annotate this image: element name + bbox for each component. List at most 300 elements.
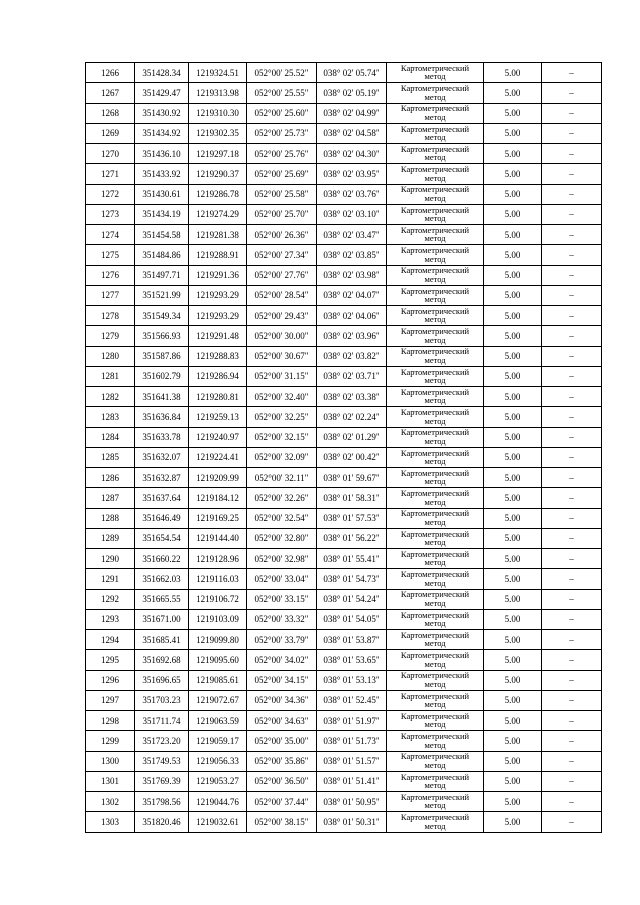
latitude-cell: 052°00' 35.86" <box>247 751 317 771</box>
table-row <box>86 306 602 326</box>
method-text: Картометрический метод <box>400 710 470 730</box>
note-cell: – <box>542 711 602 731</box>
note-cell: – <box>542 549 602 569</box>
x-coordinate-cell: 351434.92 <box>135 123 189 143</box>
x-coordinate-cell: 351646.49 <box>135 508 189 528</box>
note-cell: – <box>542 164 602 184</box>
point-number-cell: 1281 <box>86 366 135 386</box>
method-text: Картометрический метод <box>400 650 470 669</box>
y-coordinate-cell: 1219310.30 <box>189 103 247 123</box>
note-cell: – <box>542 670 602 690</box>
x-coordinate-cell: 351654.54 <box>135 528 189 548</box>
table-row <box>86 265 602 285</box>
accuracy-cell: 5.00 <box>484 407 542 427</box>
method-text: Картометрический метод <box>400 407 470 426</box>
point-number-cell: 1269 <box>86 123 135 143</box>
method-text: Картометрический метод <box>400 427 470 446</box>
longitude-cell: 038° 02' 03.47" <box>317 225 387 245</box>
table-row <box>86 285 602 305</box>
table-row <box>86 792 602 812</box>
longitude-cell: 038° 01' 57.53" <box>317 508 387 528</box>
x-coordinate-cell: 351662.03 <box>135 569 189 589</box>
y-coordinate-cell: 1219288.83 <box>189 346 247 366</box>
note-cell: – <box>542 204 602 224</box>
x-coordinate-cell: 351665.55 <box>135 589 189 609</box>
note-cell: – <box>542 63 602 83</box>
note-cell: – <box>542 245 602 265</box>
table-row <box>86 225 602 245</box>
method-cell <box>387 427 484 447</box>
x-coordinate-cell: 351769.39 <box>135 771 189 791</box>
accuracy-cell: 5.00 <box>484 346 542 366</box>
note-cell: – <box>542 569 602 589</box>
method-text: Картометрический метод <box>400 83 470 102</box>
latitude-cell: 052°00' 32.98" <box>247 549 317 569</box>
y-coordinate-cell: 1219324.51 <box>189 63 247 83</box>
method-text: Картометрический метод <box>400 224 470 244</box>
y-coordinate-cell: 1219184.12 <box>189 488 247 508</box>
x-coordinate-cell: 351660.22 <box>135 549 189 569</box>
x-coordinate-cell: 351430.92 <box>135 103 189 123</box>
latitude-cell: 052°00' 32.26" <box>247 488 317 508</box>
latitude-cell: 052°00' 32.15" <box>247 427 317 447</box>
method-cell <box>387 447 484 467</box>
method-text: Картометрический метод <box>400 629 470 649</box>
note-cell: – <box>542 285 602 305</box>
y-coordinate-cell: 1219103.09 <box>189 609 247 629</box>
y-coordinate-cell: 1219106.72 <box>189 589 247 609</box>
x-coordinate-cell: 351685.41 <box>135 630 189 650</box>
latitude-cell: 052°00' 36.50" <box>247 771 317 791</box>
latitude-cell: 052°00' 32.54" <box>247 508 317 528</box>
accuracy-cell: 5.00 <box>484 387 542 407</box>
accuracy-cell: 5.00 <box>484 306 542 326</box>
table-row <box>86 731 602 751</box>
latitude-cell: 052°00' 34.02" <box>247 650 317 670</box>
method-cell <box>387 528 484 548</box>
accuracy-cell: 5.00 <box>484 609 542 629</box>
x-coordinate-cell: 351454.58 <box>135 225 189 245</box>
x-coordinate-cell: 351723.20 <box>135 731 189 751</box>
method-text: Картометрический метод <box>400 245 470 264</box>
longitude-cell: 038° 02' 02.24" <box>317 407 387 427</box>
method-cell <box>387 751 484 771</box>
point-number-cell: 1276 <box>86 265 135 285</box>
y-coordinate-cell: 1219209.99 <box>189 468 247 488</box>
point-number-cell: 1267 <box>86 83 135 103</box>
note-cell: – <box>542 144 602 164</box>
note-cell: – <box>542 103 602 123</box>
table-row <box>86 528 602 548</box>
latitude-cell: 052°00' 32.80" <box>247 528 317 548</box>
point-number-cell: 1275 <box>86 245 135 265</box>
method-cell <box>387 326 484 346</box>
table-row <box>86 508 602 528</box>
x-coordinate-cell: 351566.93 <box>135 326 189 346</box>
latitude-cell: 052°00' 25.76" <box>247 144 317 164</box>
table-row <box>86 630 602 650</box>
table-row <box>86 670 602 690</box>
longitude-cell: 038° 01' 51.73" <box>317 731 387 751</box>
note-cell: – <box>542 488 602 508</box>
method-text: Картометрический метод <box>400 528 470 548</box>
table-row <box>86 751 602 771</box>
method-cell <box>387 407 484 427</box>
table-body <box>86 63 602 833</box>
y-coordinate-cell: 1219032.61 <box>189 812 247 832</box>
x-coordinate-cell: 351637.64 <box>135 488 189 508</box>
method-text: Картометрический метод <box>400 123 470 143</box>
note-cell: – <box>542 326 602 346</box>
x-coordinate-cell: 351436.10 <box>135 144 189 164</box>
y-coordinate-cell: 1219044.76 <box>189 792 247 812</box>
longitude-cell: 038° 02' 04.06" <box>317 306 387 326</box>
accuracy-cell: 5.00 <box>484 245 542 265</box>
longitude-cell: 038° 01' 54.24" <box>317 589 387 609</box>
longitude-cell: 038° 01' 54.73" <box>317 569 387 589</box>
point-number-cell: 1277 <box>86 285 135 305</box>
note-cell: – <box>542 690 602 710</box>
method-text: Картометрический метод <box>400 103 470 122</box>
accuracy-cell: 5.00 <box>484 265 542 285</box>
point-number-cell: 1278 <box>86 306 135 326</box>
method-cell <box>387 609 484 629</box>
latitude-cell: 052°00' 33.04" <box>247 569 317 589</box>
longitude-cell: 038° 01' 51.41" <box>317 771 387 791</box>
x-coordinate-cell: 351711.74 <box>135 711 189 731</box>
note-cell: – <box>542 630 602 650</box>
table-row <box>86 245 602 265</box>
longitude-cell: 038° 02' 03.38" <box>317 387 387 407</box>
longitude-cell: 038° 01' 53.13" <box>317 670 387 690</box>
table-row <box>86 812 602 832</box>
method-cell <box>387 164 484 184</box>
latitude-cell: 052°00' 27.76" <box>247 265 317 285</box>
note-cell: – <box>542 731 602 751</box>
note-cell: – <box>542 771 602 791</box>
table-row <box>86 204 602 224</box>
latitude-cell: 052°00' 37.44" <box>247 792 317 812</box>
latitude-cell: 052°00' 30.00" <box>247 326 317 346</box>
point-number-cell: 1286 <box>86 468 135 488</box>
method-text: Картометрический метод <box>400 690 470 710</box>
method-text: Картометрический метод <box>400 731 470 750</box>
accuracy-cell: 5.00 <box>484 549 542 569</box>
note-cell: – <box>542 447 602 467</box>
latitude-cell: 052°00' 38.15" <box>247 812 317 832</box>
longitude-cell: 038° 02' 03.71" <box>317 366 387 386</box>
method-cell <box>387 366 484 386</box>
table-row <box>86 609 602 629</box>
latitude-cell: 052°00' 32.09" <box>247 447 317 467</box>
longitude-cell: 038° 02' 03.85" <box>317 245 387 265</box>
method-cell <box>387 630 484 650</box>
method-cell <box>387 771 484 791</box>
x-coordinate-cell: 351692.68 <box>135 650 189 670</box>
latitude-cell: 052°00' 34.36" <box>247 690 317 710</box>
method-text: Картометрический метод <box>400 346 470 365</box>
longitude-cell: 038° 02' 03.10" <box>317 204 387 224</box>
point-number-cell: 1279 <box>86 326 135 346</box>
point-number-cell: 1292 <box>86 589 135 609</box>
y-coordinate-cell: 1219291.48 <box>189 326 247 346</box>
point-number-cell: 1266 <box>86 63 135 83</box>
method-cell <box>387 265 484 285</box>
accuracy-cell: 5.00 <box>484 751 542 771</box>
y-coordinate-cell: 1219099.80 <box>189 630 247 650</box>
longitude-cell: 038° 02' 04.99" <box>317 103 387 123</box>
method-cell <box>387 306 484 326</box>
point-number-cell: 1272 <box>86 184 135 204</box>
y-coordinate-cell: 1219286.78 <box>189 184 247 204</box>
accuracy-cell: 5.00 <box>484 103 542 123</box>
point-number-cell: 1270 <box>86 144 135 164</box>
coordinates-table <box>85 62 602 833</box>
point-number-cell: 1271 <box>86 164 135 184</box>
method-text: Картометрический метод <box>400 771 470 791</box>
latitude-cell: 052°00' 31.15" <box>247 366 317 386</box>
method-text: Картометрический метод <box>400 548 470 568</box>
table-row <box>86 83 602 103</box>
x-coordinate-cell: 351749.53 <box>135 751 189 771</box>
y-coordinate-cell: 1219095.60 <box>189 650 247 670</box>
method-cell <box>387 690 484 710</box>
note-cell: – <box>542 427 602 447</box>
longitude-cell: 038° 01' 54.05" <box>317 609 387 629</box>
longitude-cell: 038° 02' 03.96" <box>317 326 387 346</box>
method-text: Картометрический метод <box>400 305 470 325</box>
y-coordinate-cell: 1219274.29 <box>189 204 247 224</box>
accuracy-cell: 5.00 <box>484 83 542 103</box>
y-coordinate-cell: 1219286.94 <box>189 366 247 386</box>
longitude-cell: 038° 01' 53.65" <box>317 650 387 670</box>
y-coordinate-cell: 1219059.17 <box>189 731 247 751</box>
point-number-cell: 1302 <box>86 792 135 812</box>
latitude-cell: 052°00' 25.70" <box>247 204 317 224</box>
longitude-cell: 038° 02' 03.98" <box>317 265 387 285</box>
accuracy-cell: 5.00 <box>484 184 542 204</box>
longitude-cell: 038° 01' 51.57" <box>317 751 387 771</box>
table-row <box>86 771 602 791</box>
latitude-cell: 052°00' 26.36" <box>247 225 317 245</box>
longitude-cell: 038° 02' 05.19" <box>317 83 387 103</box>
point-number-cell: 1283 <box>86 407 135 427</box>
method-text: Картометрический метод <box>400 812 470 831</box>
latitude-cell: 052°00' 25.52" <box>247 63 317 83</box>
longitude-cell: 038° 01' 53.87" <box>317 630 387 650</box>
x-coordinate-cell: 351632.87 <box>135 468 189 488</box>
table-row <box>86 549 602 569</box>
point-number-cell: 1291 <box>86 569 135 589</box>
method-text: Картометрический метод <box>400 508 470 527</box>
method-cell <box>387 650 484 670</box>
accuracy-cell: 5.00 <box>484 144 542 164</box>
y-coordinate-cell: 1219313.98 <box>189 83 247 103</box>
method-text: Картометрический метод <box>400 386 470 406</box>
method-text: Картометрический метод <box>400 62 470 82</box>
accuracy-cell: 5.00 <box>484 630 542 650</box>
accuracy-cell: 5.00 <box>484 731 542 751</box>
point-number-cell: 1298 <box>86 711 135 731</box>
note-cell: – <box>542 751 602 771</box>
accuracy-cell: 5.00 <box>484 204 542 224</box>
note-cell: – <box>542 650 602 670</box>
note-cell: – <box>542 407 602 427</box>
method-text: Картометрический метод <box>400 569 470 588</box>
y-coordinate-cell: 1219053.27 <box>189 771 247 791</box>
accuracy-cell: 5.00 <box>484 123 542 143</box>
x-coordinate-cell: 351820.46 <box>135 812 189 832</box>
x-coordinate-cell: 351521.99 <box>135 285 189 305</box>
x-coordinate-cell: 351549.34 <box>135 306 189 326</box>
longitude-cell: 038° 01' 55.41" <box>317 549 387 569</box>
method-text: Картометрический метод <box>400 791 470 811</box>
table-row <box>86 326 602 346</box>
point-number-cell: 1285 <box>86 447 135 467</box>
longitude-cell: 038° 02' 03.82" <box>317 346 387 366</box>
method-text: Картометрический метод <box>400 164 470 183</box>
accuracy-cell: 5.00 <box>484 164 542 184</box>
latitude-cell: 052°00' 33.15" <box>247 589 317 609</box>
longitude-cell: 038° 02' 03.76" <box>317 184 387 204</box>
method-cell <box>387 123 484 143</box>
x-coordinate-cell: 351641.38 <box>135 387 189 407</box>
x-coordinate-cell: 351434.19 <box>135 204 189 224</box>
method-text: Картометрический метод <box>400 751 470 770</box>
method-text: Картометрический метод <box>400 265 470 284</box>
method-cell <box>387 731 484 751</box>
point-number-cell: 1300 <box>86 751 135 771</box>
accuracy-cell: 5.00 <box>484 528 542 548</box>
longitude-cell: 038° 02' 00.42" <box>317 447 387 467</box>
latitude-cell: 052°00' 25.55" <box>247 83 317 103</box>
accuracy-cell: 5.00 <box>484 569 542 589</box>
latitude-cell: 052°00' 32.25" <box>247 407 317 427</box>
x-coordinate-cell: 351428.34 <box>135 63 189 83</box>
point-number-cell: 1299 <box>86 731 135 751</box>
point-number-cell: 1288 <box>86 508 135 528</box>
point-number-cell: 1268 <box>86 103 135 123</box>
y-coordinate-cell: 1219280.81 <box>189 387 247 407</box>
note-cell: – <box>542 366 602 386</box>
accuracy-cell: 5.00 <box>484 326 542 346</box>
latitude-cell: 052°00' 27.34" <box>247 245 317 265</box>
table-row <box>86 123 602 143</box>
accuracy-cell: 5.00 <box>484 670 542 690</box>
note-cell: – <box>542 812 602 832</box>
accuracy-cell: 5.00 <box>484 63 542 83</box>
method-cell <box>387 387 484 407</box>
table-row <box>86 184 602 204</box>
point-number-cell: 1273 <box>86 204 135 224</box>
point-number-cell: 1282 <box>86 387 135 407</box>
latitude-cell: 052°00' 34.63" <box>247 711 317 731</box>
accuracy-cell: 5.00 <box>484 427 542 447</box>
note-cell: – <box>542 265 602 285</box>
latitude-cell: 052°00' 32.40" <box>247 387 317 407</box>
x-coordinate-cell: 351633.78 <box>135 427 189 447</box>
latitude-cell: 052°00' 32.11" <box>247 468 317 488</box>
y-coordinate-cell: 1219297.18 <box>189 144 247 164</box>
note-cell: – <box>542 528 602 548</box>
point-number-cell: 1301 <box>86 771 135 791</box>
method-cell <box>387 670 484 690</box>
latitude-cell: 052°00' 30.67" <box>247 346 317 366</box>
method-text: Картометрический метод <box>400 143 470 163</box>
point-number-cell: 1297 <box>86 690 135 710</box>
method-text: Картометрический метод <box>400 488 470 507</box>
note-cell: – <box>542 468 602 488</box>
method-cell <box>387 569 484 589</box>
note-cell: – <box>542 609 602 629</box>
accuracy-cell: 5.00 <box>484 508 542 528</box>
longitude-cell: 038° 01' 59.67" <box>317 468 387 488</box>
method-cell <box>387 812 484 832</box>
latitude-cell: 052°00' 25.73" <box>247 123 317 143</box>
y-coordinate-cell: 1219293.29 <box>189 306 247 326</box>
latitude-cell: 052°00' 25.69" <box>247 164 317 184</box>
x-coordinate-cell: 351632.07 <box>135 447 189 467</box>
note-cell: – <box>542 387 602 407</box>
longitude-cell: 038° 02' 03.95" <box>317 164 387 184</box>
accuracy-cell: 5.00 <box>484 447 542 467</box>
table-row <box>86 407 602 427</box>
table-row <box>86 447 602 467</box>
y-coordinate-cell: 1219281.38 <box>189 225 247 245</box>
method-cell <box>387 144 484 164</box>
y-coordinate-cell: 1219056.33 <box>189 751 247 771</box>
method-text: Картометрический метод <box>400 670 470 689</box>
longitude-cell: 038° 02' 01.29" <box>317 427 387 447</box>
method-cell <box>387 792 484 812</box>
note-cell: – <box>542 346 602 366</box>
y-coordinate-cell: 1219290.37 <box>189 164 247 184</box>
table-row <box>86 346 602 366</box>
accuracy-cell: 5.00 <box>484 650 542 670</box>
point-number-cell: 1293 <box>86 609 135 629</box>
y-coordinate-cell: 1219085.61 <box>189 670 247 690</box>
point-number-cell: 1287 <box>86 488 135 508</box>
method-cell <box>387 508 484 528</box>
x-coordinate-cell: 351636.84 <box>135 407 189 427</box>
y-coordinate-cell: 1219144.40 <box>189 528 247 548</box>
accuracy-cell: 5.00 <box>484 468 542 488</box>
method-cell <box>387 204 484 224</box>
accuracy-cell: 5.00 <box>484 589 542 609</box>
y-coordinate-cell: 1219259.13 <box>189 407 247 427</box>
method-text: Картометрический метод <box>400 326 470 345</box>
table-row <box>86 63 602 83</box>
longitude-cell: 038° 01' 50.31" <box>317 812 387 832</box>
accuracy-cell: 5.00 <box>484 285 542 305</box>
x-coordinate-cell: 351484.86 <box>135 245 189 265</box>
note-cell: – <box>542 83 602 103</box>
note-cell: – <box>542 184 602 204</box>
method-text: Картометрический метод <box>400 447 470 467</box>
longitude-cell: 038° 02' 05.74" <box>317 63 387 83</box>
x-coordinate-cell: 351433.92 <box>135 164 189 184</box>
method-cell <box>387 83 484 103</box>
y-coordinate-cell: 1219063.59 <box>189 711 247 731</box>
table-row <box>86 468 602 488</box>
accuracy-cell: 5.00 <box>484 792 542 812</box>
table-row <box>86 589 602 609</box>
note-cell: – <box>542 508 602 528</box>
table-row <box>86 711 602 731</box>
y-coordinate-cell: 1219240.97 <box>189 427 247 447</box>
note-cell: – <box>542 225 602 245</box>
method-text: Картометрический метод <box>400 285 470 305</box>
